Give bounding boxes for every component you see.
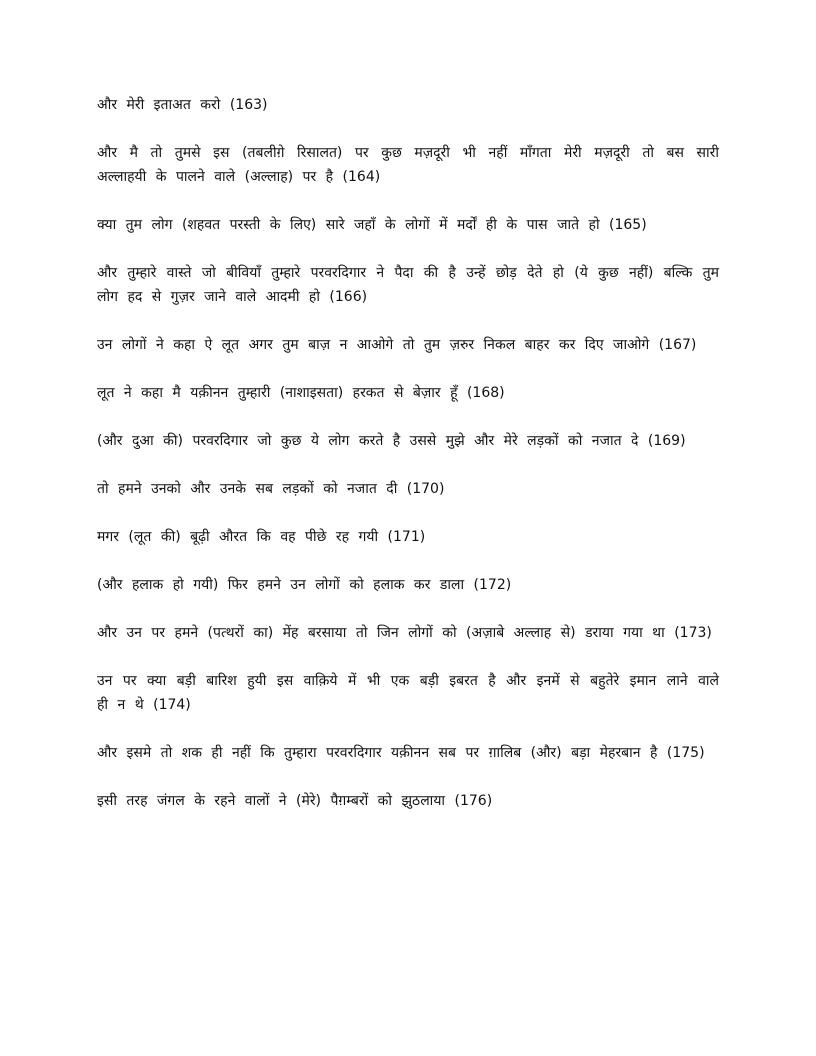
verse-172: (और हलाक हो गयी) फिर हमने उन लोगों को हलाक कर डाला (172) [97, 577, 512, 593]
verse-176: इसी तरह जंगल के रहने वालों ने (मेरे) पैग़म्बरों को झुठलाया (176) [97, 793, 493, 809]
page-content [97, 93, 719, 837]
verse-169: (और दुआ की) परवरदिगार जो कुछ ये लोग करते है उससे मुझे और मेरे लड़कों को नजात दे (169) [97, 433, 686, 449]
verse-175: और इसमे तो शक ही नहीं कि तुम्हारा परवरदिगार यक़ीनन सब पर ग़ालिब (और) बड़ा मेहरबान है (175) [97, 745, 705, 761]
verse-165: क्या तुम लोग (शहवत परस्ती के लिए) सारे जहाँ के लोगों में मर्दों ही के पास जाते हो (165) [97, 217, 647, 233]
verse-173: और उन पर हमने (पत्थरों का) मेंह बरसाया तो जिन लोगों को (अज़ाबे अल्लाह से) डराया गया था (173) [97, 625, 712, 641]
verse-171: मगर (लूत की) बूढ़ी औरत कि वह पीछे रह गयी (171) [97, 529, 426, 545]
verse-167: उन लोगों ने कहा ऐ लूत अगर तुम बाज़ न आओगे तो तुम ज़रुर निकल बाहर कर दिए जाओगे (167) [97, 337, 697, 353]
verse-164: और मै तो तुमसे इस (तबलीगे़ रिसालत) पर कुछ मज़दूरी भी नहीं माँगता मेरी मज़दूरी तो बस सारी अल्लाहयी के पालने वाले (अल्लाह) पर है (164) [97, 145, 719, 185]
verse-168: लूत ने कहा मै यक़ीनन तुम्हारी (नाशाइसता) हरकत से बेज़ार हूँ (168) [97, 385, 505, 401]
verse-170: तो हमने उनको और उनके सब लड़कों को नजात दी (170) [97, 481, 445, 497]
verse-166: और तुम्हारे वास्ते जो बीवियाँ तुम्हारे परवरदिगार ने पैदा की है उन्हें छोड़ देते हो (ये कुछ नहीं) बल्कि तुम लोग हद से गुज़र जाने वाले आदमी हो (166) [97, 265, 719, 305]
verse-163: और मेरी इताअत करो (163) [97, 97, 268, 113]
verse-174: उन पर क्या बड़ी बारिश हुयी इस वाक़िये में भी एक बड़ी इबरत है और इनमें से बहुतेरे इमान लाने वाले ही न थे (174) [97, 673, 719, 713]
